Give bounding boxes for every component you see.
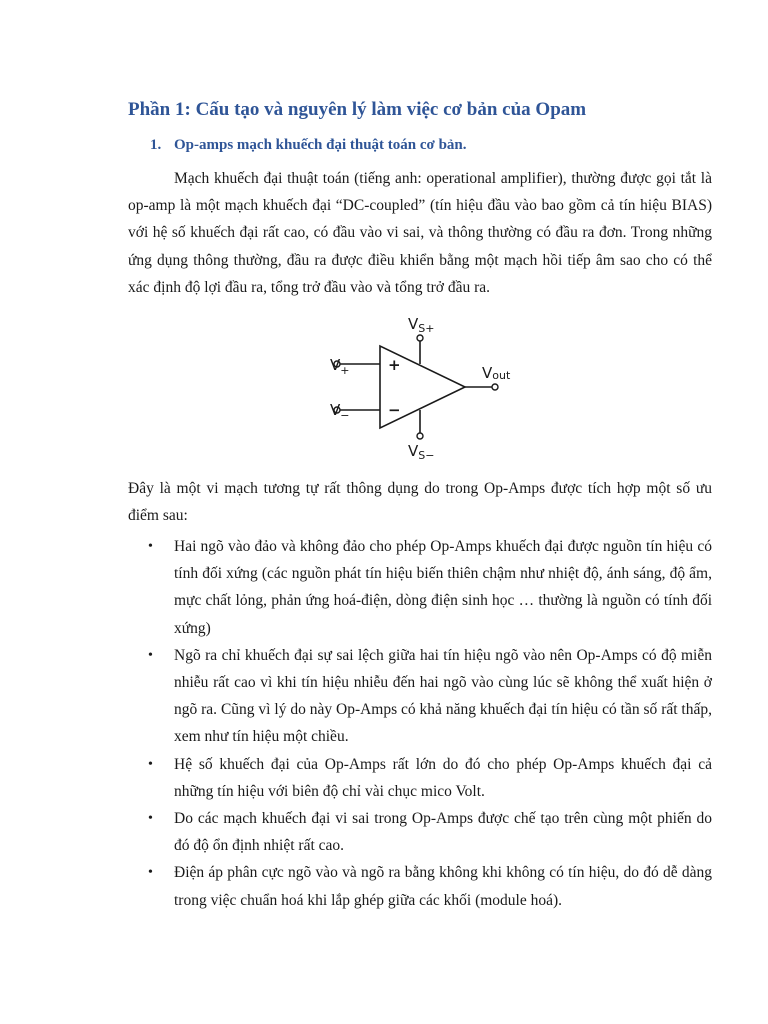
list-item-text: Điện áp phân cực ngõ vào và ngõ ra bằng không khi không có tín hiệu, do đó dễ dàng trong việc chuẩn hoá khi lắp ghép giữa các khối (module hoá). [174, 864, 712, 909]
bullet-icon: • [148, 647, 153, 663]
list-item [128, 859, 712, 913]
bullet-icon: • [148, 811, 153, 827]
subsection-heading [150, 137, 467, 154]
section-heading: Phần 1: Cấu tạo và nguyên lý làm việc cơ bản của Opam [128, 99, 587, 120]
advantages-list [128, 533, 712, 914]
subsection-number: 1. [150, 137, 162, 153]
list-item [128, 751, 712, 805]
advantages-intro-paragraph: Đây là một vi mạch tương tự rất thông dụng do trong Op-Amps được tích hợp một số ưu điểm sau: [128, 480, 712, 525]
plus-sign: + [388, 356, 401, 374]
list-item-text: Do các mạch khuếch đại vi sai trong Op-Amps được chế tạo trên cùng một phiến do đó độ ổn định nhiệt rất cao. [174, 810, 712, 855]
list-item-text: Hệ số khuếch đại của Op-Amps rất lớn do đó cho phép Op-Amps khuếch đại cả những tín hiệu với biên độ chỉ vài chục mico Volt. [174, 755, 712, 800]
opamp-diagram [324, 310, 524, 462]
vs-minus-label: $V_{S-}$ [408, 442, 435, 462]
v-plus-label: $V_+$ [330, 356, 350, 377]
vout-terminal [492, 384, 498, 390]
list-item [128, 805, 712, 859]
list-item-text: Hai ngõ vào đảo và không đảo cho phép Op-Amps khuếch đại được nguồn tín hiệu có tính đối xứng (các nguồn phát tín hiệu biến thiên chậm như nhiệt độ, ánh sáng, độ ẩm, mực chất lỏng, phản ứng hoá-điện, dòng điện sinh học … thường là nguồn có tính đối xứng) [174, 538, 712, 637]
minus-sign: − [388, 401, 401, 419]
intro-paragraph: Mạch khuếch đại thuật toán (tiếng anh: operational amplifier), thường được gọi tắt là op-amp là một mạch khuếch đại “DC-coupled” (tín hiệu đầu vào bao gồm cả tín hiệu BIAS) với hệ số khuếch đại rất cao, có đầu vào vi sai, và thông thường có đầu ra đơn. Trong những ứng dụng thông thường, đầu ra được điều khiển bằng một mạch hồi tiếp âm sao cho có thể xác định độ lợi đầu ra, tổng trở đầu vào và tổng trở đầu ra. [128, 170, 712, 296]
list-item [128, 533, 712, 642]
list-item-text: Ngõ ra chỉ khuếch đại sự sai lệch giữa hai tín hiệu ngõ vào nên Op-Amps có độ miễn nhiễu rất cao vì khi tín hiệu nhiễu đến hai ngõ vào cùng lúc sẽ không thể xuất hiện ở ngõ ra. Cũng vì lý do này Op-Amps có khả năng khuếch đại tín hiệu có tần số rất thấp, xem như tín hiệu một chiều. [174, 646, 712, 746]
vs-plus-label: $V_{S+}$ [408, 315, 435, 335]
subsection-title: Op-amps mạch khuếch đại thuật toán cơ bản. [174, 137, 467, 153]
v-minus-label: $V_-$ [330, 401, 350, 422]
vout-label: Vout [482, 364, 511, 382]
bullet-icon: • [148, 539, 153, 554]
vs-minus-terminal [417, 433, 423, 439]
bullet-icon: • [148, 865, 153, 881]
list-item [128, 642, 712, 751]
vs-plus-terminal [417, 335, 423, 341]
bullet-icon: • [148, 756, 153, 772]
